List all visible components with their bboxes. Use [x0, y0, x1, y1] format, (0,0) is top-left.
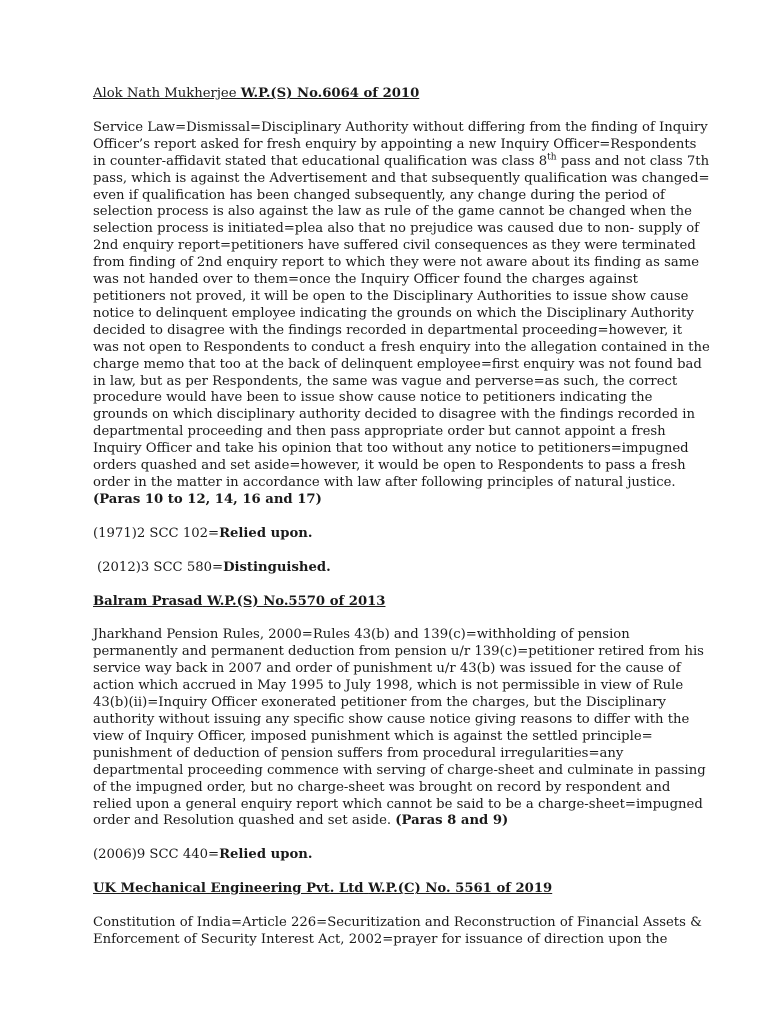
case-summary-text: pass and not class 7th pass, which is against the Advertisement and that subsequently qualification was changed= even if qualification has been changed subsequently, any change during the period of selection process is also against the law as rule of the game cannot be changed when the selection process is initiated=plea also that no prejudice was caused due to non- supply of 2nd enquiry report=petitioners have suffered civil consequences as they were terminated from finding of 2nd enquiry report to which they were not aware about its finding as same was not handed over to them=once the Inquiry Officer found the charges against petitioners not proved, it will be open to the Disciplinary Authorities to issue show cause notice to delinquent employee indicating the grounds on which the Disciplinary Authority decided to disagree with the findings recorded in departmental proceeding=however, it was not open to Respondents to conduct a fresh enquiry into the allegation contained in the charge memo that too at the back of delinquent employee=first enquiry was not found bad in law, but as per Respondents, the same was vague and perverse=as such, the correct procedure would have been to issue show cause notice to petitioners indicating the grounds on which disciplinary authority decided to disagree with the findings recorded in departmental proceeding and then pass appropriate order but cannot appoint a fresh Inquiry Officer and take his opinion that too without any notice to petitioners=impugned orders quashed and set aside=however, it would be open to Respondents to pass a fresh order in the matter in accordance with law after following principles of natural justice.: [93, 153, 710, 490]
paras-reference: (Paras 8 and 9): [395, 813, 509, 829]
citation: [93, 560, 711, 577]
case-heading: [93, 594, 711, 611]
case-summary: [93, 120, 711, 509]
case-summary-text: Service Law=Dismissal=Disciplinary Authority without differing from the finding of Inquiry Officer’s report asked for fresh enquiry by appointing a new Inquiry Officer=Respondents in counter-affidavit stated that educational qualification was class 8: [93, 119, 708, 169]
case-summary-text: Constitution of India=Article 226=Securitization and Reconstruction of Financial Assets & Enforcement of Security Interest Act, 2002=prayer for issuance of direction upon the: [93, 915, 702, 948]
citation-ref: (2006)9 SCC 440=: [93, 847, 220, 863]
superscript: th: [547, 152, 557, 163]
case-party: Balram Prasad: [93, 593, 203, 609]
case-summary-text: Jharkhand Pension Rules, 2000=Rules 43(b) and 139(c)=withholding of pension permanently and permanent deduction from pension u/r 139(c)=petitioner retired from his service way back in 2007 and order of punishment u/r 43(b) was issued for the cause of action which accrued in May 1995 to July 1998, which is not permissible in view of Rule 43(b)(ii)=Inquiry Officer exonerated petitioner from the charges, but the Disciplinary authority without issuing any specific show cause notice giving reasons to differ with the view of Inquiry Officer, imposed punishment which is against the settled principle= punishment of deduction of pension suffers from procedural irregularities=any departmental proceeding commence with serving of charge-sheet and culminate in passing of the impugned order, but no charge-sheet was brought on record by respondent and relied upon a general enquiry report which cannot be said to be a charge-sheet=impugned order and Resolution quashed and set aside.: [93, 627, 706, 829]
paras-reference: (Paras 10 to 12, 14, 16 and 17): [93, 491, 322, 507]
citation: [93, 847, 711, 864]
citation: [93, 526, 711, 543]
case-summary: [93, 627, 711, 830]
case-number: W.P.(C) No. 5561 of 2019: [368, 881, 553, 897]
citation-status: Relied upon.: [219, 847, 313, 863]
case-party: UK Mechanical Engineering Pvt. Ltd: [93, 881, 364, 897]
case-party: Alok Nath Mukherjee: [93, 86, 237, 101]
document-page: [93, 86, 711, 966]
citation-status: Relied upon.: [219, 525, 313, 541]
case-heading: [93, 86, 711, 103]
case-summary: [93, 915, 711, 949]
case-number: W.P.(S) No.5570 of 2013: [206, 593, 386, 609]
citation-ref: (1971)2 SCC 102=: [93, 525, 220, 541]
case-number: W.P.(S) No.6064 of 2010: [240, 86, 420, 101]
citation-ref: (2012)3 SCC 580=: [97, 559, 224, 575]
citation-status: Distinguished.: [223, 559, 331, 575]
case-heading: [93, 881, 711, 898]
